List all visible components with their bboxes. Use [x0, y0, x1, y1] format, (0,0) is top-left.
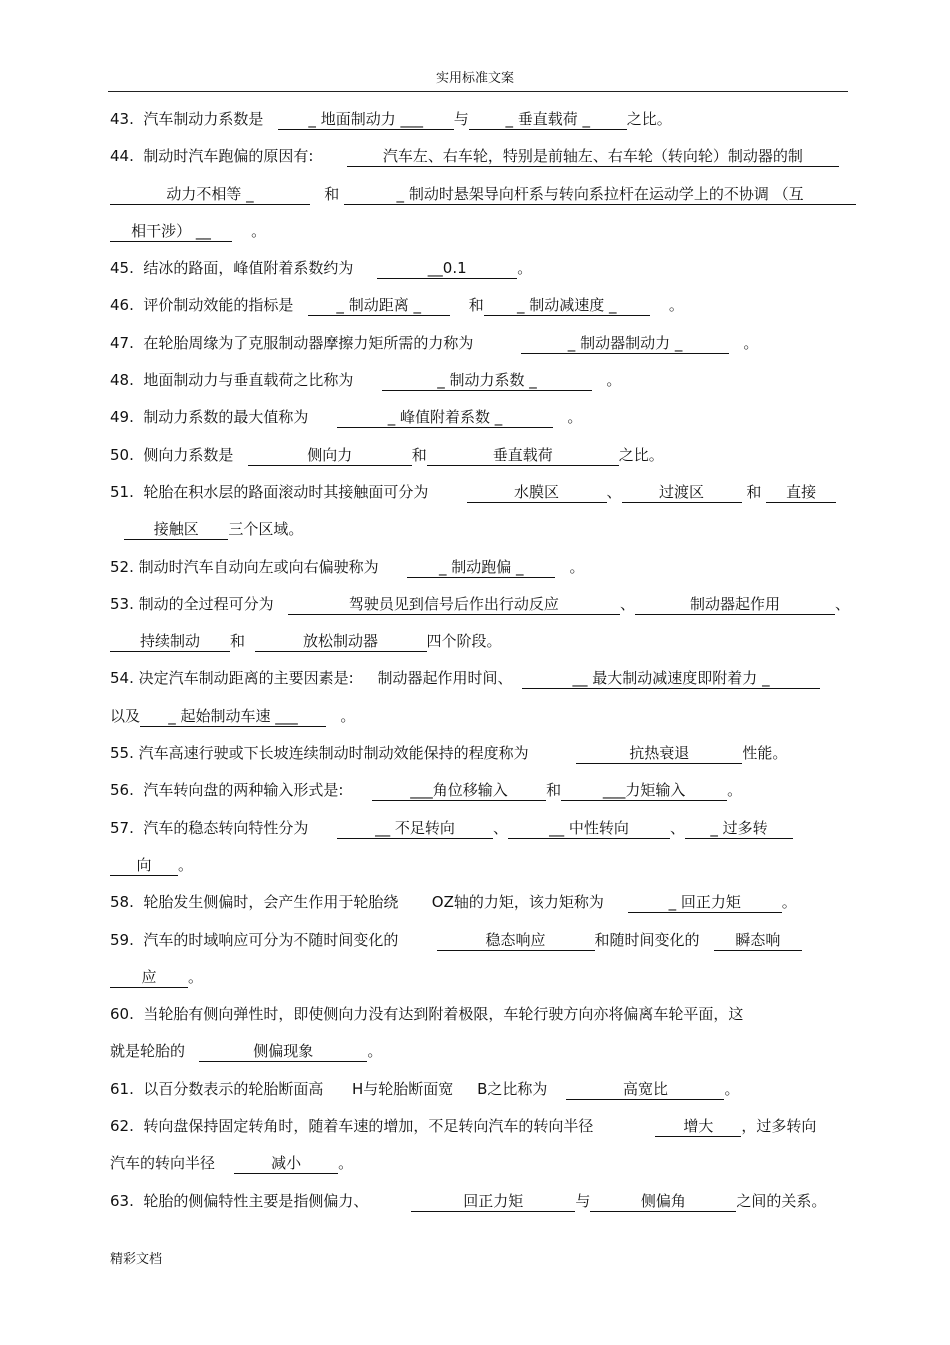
question-text: 、 [834, 594, 850, 613]
question-text: ，过多转向 [741, 1117, 817, 1136]
question-text: 44. 制动时汽车跑偏的原因有: [110, 147, 347, 166]
question-text: 和 [310, 184, 345, 203]
question-text: 之比。 [618, 445, 664, 464]
question-line [110, 367, 848, 404]
question-line [110, 703, 848, 740]
question-line [110, 628, 848, 665]
answer-blank: 水膜区 [467, 482, 607, 503]
question-line [110, 591, 848, 628]
answer-blank: 侧偏角 [590, 1191, 736, 1212]
question-text: 就是轮胎的 [110, 1042, 200, 1061]
question-line [110, 479, 848, 516]
question-text: 53. 制动的全过程可分为 [110, 594, 288, 613]
question-line [110, 1188, 848, 1225]
question-line [110, 330, 848, 367]
question-text: 。 [649, 296, 684, 315]
question-text: 之间的关系。 [736, 1191, 827, 1210]
header-rule [108, 91, 848, 92]
question-text: 61. 以百分数表示的轮胎断面高 H与轮胎断面宽 B之比称为 [110, 1079, 567, 1098]
question-text: 55. 汽车高速行驶或下长坡连续制动时制动效能保持的程度称为 [110, 744, 577, 763]
question-text: 。 [781, 893, 797, 912]
question-line [110, 404, 848, 441]
question-line [110, 927, 848, 964]
answer-blank: __0.1 [377, 258, 517, 279]
question-text: 50. 侧向力系数是 [110, 445, 248, 464]
answer-blank: 侧向力 [248, 445, 412, 466]
answer-blank: _ 过多转 [685, 818, 793, 839]
question-text: 与 [575, 1191, 591, 1210]
answer-blank: _ 回正力矩 [628, 892, 782, 913]
question-text: 。 [178, 855, 194, 874]
question-text: 性能。 [742, 744, 788, 763]
question-text: 三个区域。 [228, 520, 304, 539]
question-line [110, 292, 848, 329]
answer-blank: 接触区 [124, 519, 228, 540]
answer-blank: 动力不相等 _ [110, 184, 310, 205]
answer-blank: ___角位移输入 [372, 780, 546, 801]
answer-blank: 回正力矩 [411, 1191, 575, 1212]
answer-blank: 应 [110, 967, 188, 988]
answer-blank: 增大 [655, 1116, 741, 1137]
question-line [110, 777, 848, 814]
question-text: 、 [493, 818, 509, 837]
answer-blank: __ 最大制动减速度即附着力 _ [522, 668, 820, 689]
question-line [110, 1113, 848, 1150]
answer-blank: _ 制动时悬架导向杆系与转向系拉杆在运动学上的不协调 （互 [344, 184, 856, 205]
answer-blank: 向 [110, 855, 178, 876]
answer-blank: 过渡区 [622, 482, 742, 503]
question-text: 58. 轮胎发生侧偏时，会产生作用于轮胎绕 OZ轴的力矩，该力矩称为 [110, 893, 628, 912]
question-line [110, 889, 848, 926]
question-text [110, 520, 124, 538]
question-line [110, 740, 848, 777]
question-text: 。 [729, 333, 759, 352]
answer-blank: 垂直载荷 [427, 445, 619, 466]
question-text: 48. 地面制动力与垂直载荷之比称为 [110, 371, 383, 390]
question-line [110, 815, 848, 852]
question-line [110, 964, 848, 1001]
answer-blank: 持续制动 [110, 631, 230, 652]
question-text: 。 [326, 706, 356, 725]
question-text: 、 [670, 818, 686, 837]
page-footer: 精彩文档 [110, 1252, 163, 1267]
answer-blank: 稳态响应 [437, 930, 595, 951]
question-text: 之比。 [626, 110, 672, 128]
question-text: 和 [230, 632, 255, 651]
question-line [110, 1038, 848, 1075]
question-text: 。 [553, 408, 583, 427]
answer-blank: _ 制动器制动力 _ [521, 333, 729, 354]
question-line [110, 554, 848, 591]
question-text: 57. 汽车的稳态转向特性分为 [110, 818, 338, 837]
answer-blank: 汽车左、右车轮，特别是前轴左、右车轮（转向轮）制动器的制 [347, 146, 839, 167]
question-text: 52. 制动时汽车自动向左或向右偏驶称为 [110, 557, 408, 576]
question-text: 和 [449, 296, 484, 315]
answer-blank: 相干涉） __ [110, 221, 232, 242]
answer-blank: __ 不足转向 [337, 818, 493, 839]
question-text: 。 [517, 259, 533, 278]
page-header: 实用标准文案 [435, 71, 514, 86]
question-text: 和 [411, 445, 427, 464]
question-text: 。 [188, 967, 204, 986]
answer-blank: 高宽比 [566, 1079, 724, 1100]
question-text: 和 [741, 482, 767, 501]
question-text: 63. 轮胎的侧偏特性主要是指侧偏力、 [110, 1191, 412, 1210]
question-text: 54. 决定汽车制动距离的主要因素是: 制动器起作用时间、 [110, 669, 523, 688]
question-line [110, 1001, 848, 1038]
question-text: 以及 [110, 706, 141, 725]
answer-blank: _ 垂直载荷 _ [469, 109, 627, 130]
question-text: 49. 制动力系数的最大值称为 [110, 408, 338, 427]
question-line [110, 106, 848, 143]
question-list [110, 106, 848, 1225]
question-text: 。 [338, 1154, 354, 1173]
answer-blank: 减小 [234, 1153, 338, 1174]
question-text: 60. 当轮胎有侧向弹性时，即使侧向力没有达到附着极限，车轮行驶方向亦将偏离车轮平面，这 [110, 1005, 744, 1024]
question-text: 。 [232, 221, 267, 240]
question-text: 和随时间变化的 [594, 930, 714, 949]
answer-blank: _ 制动跑偏 _ [407, 557, 555, 578]
answer-blank: _ 制动力系数 _ [382, 370, 592, 391]
question-text: 45. 结冰的路面，峰值附着系数约为 [110, 259, 378, 278]
question-text: 四个阶段。 [426, 632, 502, 651]
question-text: 62. 转向盘保持固定转角时，随着车速的增加，不足转向汽车的转向半径 [110, 1117, 656, 1136]
question-text: 59. 汽车的时域响应可分为不随时间变化的 [110, 930, 437, 949]
question-text: 。 [555, 557, 585, 576]
question-text: 汽车的转向半径 [110, 1154, 235, 1173]
question-text: 、 [619, 594, 635, 613]
question-line [110, 255, 848, 292]
question-line [110, 181, 848, 218]
answer-blank: _ 峰值附着系数 _ [337, 407, 553, 428]
question-text: 47. 在轮胎周缘为了克服制动器摩擦力矩所需的力称为 [110, 333, 522, 352]
answer-blank: 放松制动器 [255, 631, 427, 652]
question-line [110, 1076, 848, 1113]
question-line [110, 1150, 848, 1187]
answer-blank: 瞬态响 [714, 930, 802, 951]
question-text: 。 [724, 1079, 740, 1098]
question-text: 。 [592, 371, 622, 390]
answer-blank: __ 中性转向 [508, 818, 670, 839]
answer-blank: 制动器起作用 [635, 594, 835, 615]
answer-blank: ___力矩输入 [561, 780, 727, 801]
answer-blank: _ 制动减速度 _ [484, 295, 650, 316]
question-line [110, 143, 848, 180]
question-line [110, 852, 848, 889]
answer-blank: 驾驶员见到信号后作出行动反应 [288, 594, 620, 615]
question-text: 。 [367, 1042, 383, 1061]
question-line [110, 218, 848, 255]
answer-blank: _ 制动距离 _ [308, 295, 450, 316]
question-text: 46. 评价制动效能的指标是 [110, 296, 308, 315]
question-text: 和 [546, 781, 562, 800]
question-text: 、 [606, 482, 622, 501]
answer-blank: _ 起始制动车速 ___ [140, 706, 326, 727]
answer-blank: 抗热衰退 [576, 743, 742, 764]
answer-blank: 侧偏现象 [199, 1041, 367, 1062]
question-line [110, 665, 848, 702]
answer-blank: 直接 [766, 482, 836, 503]
question-text: 。 [727, 781, 743, 800]
question-text: 56. 汽车转向盘的两种输入形式是: [110, 781, 373, 800]
question-line [110, 442, 848, 479]
question-text: 与 [453, 110, 469, 128]
answer-blank: _ 地面制动力 ___ [278, 109, 454, 130]
question-text: 51. 轮胎在积水层的路面滚动时其接触面可分为 [110, 482, 467, 501]
question-text: 43. 汽车制动力系数是 [110, 110, 278, 128]
question-line [110, 516, 848, 553]
